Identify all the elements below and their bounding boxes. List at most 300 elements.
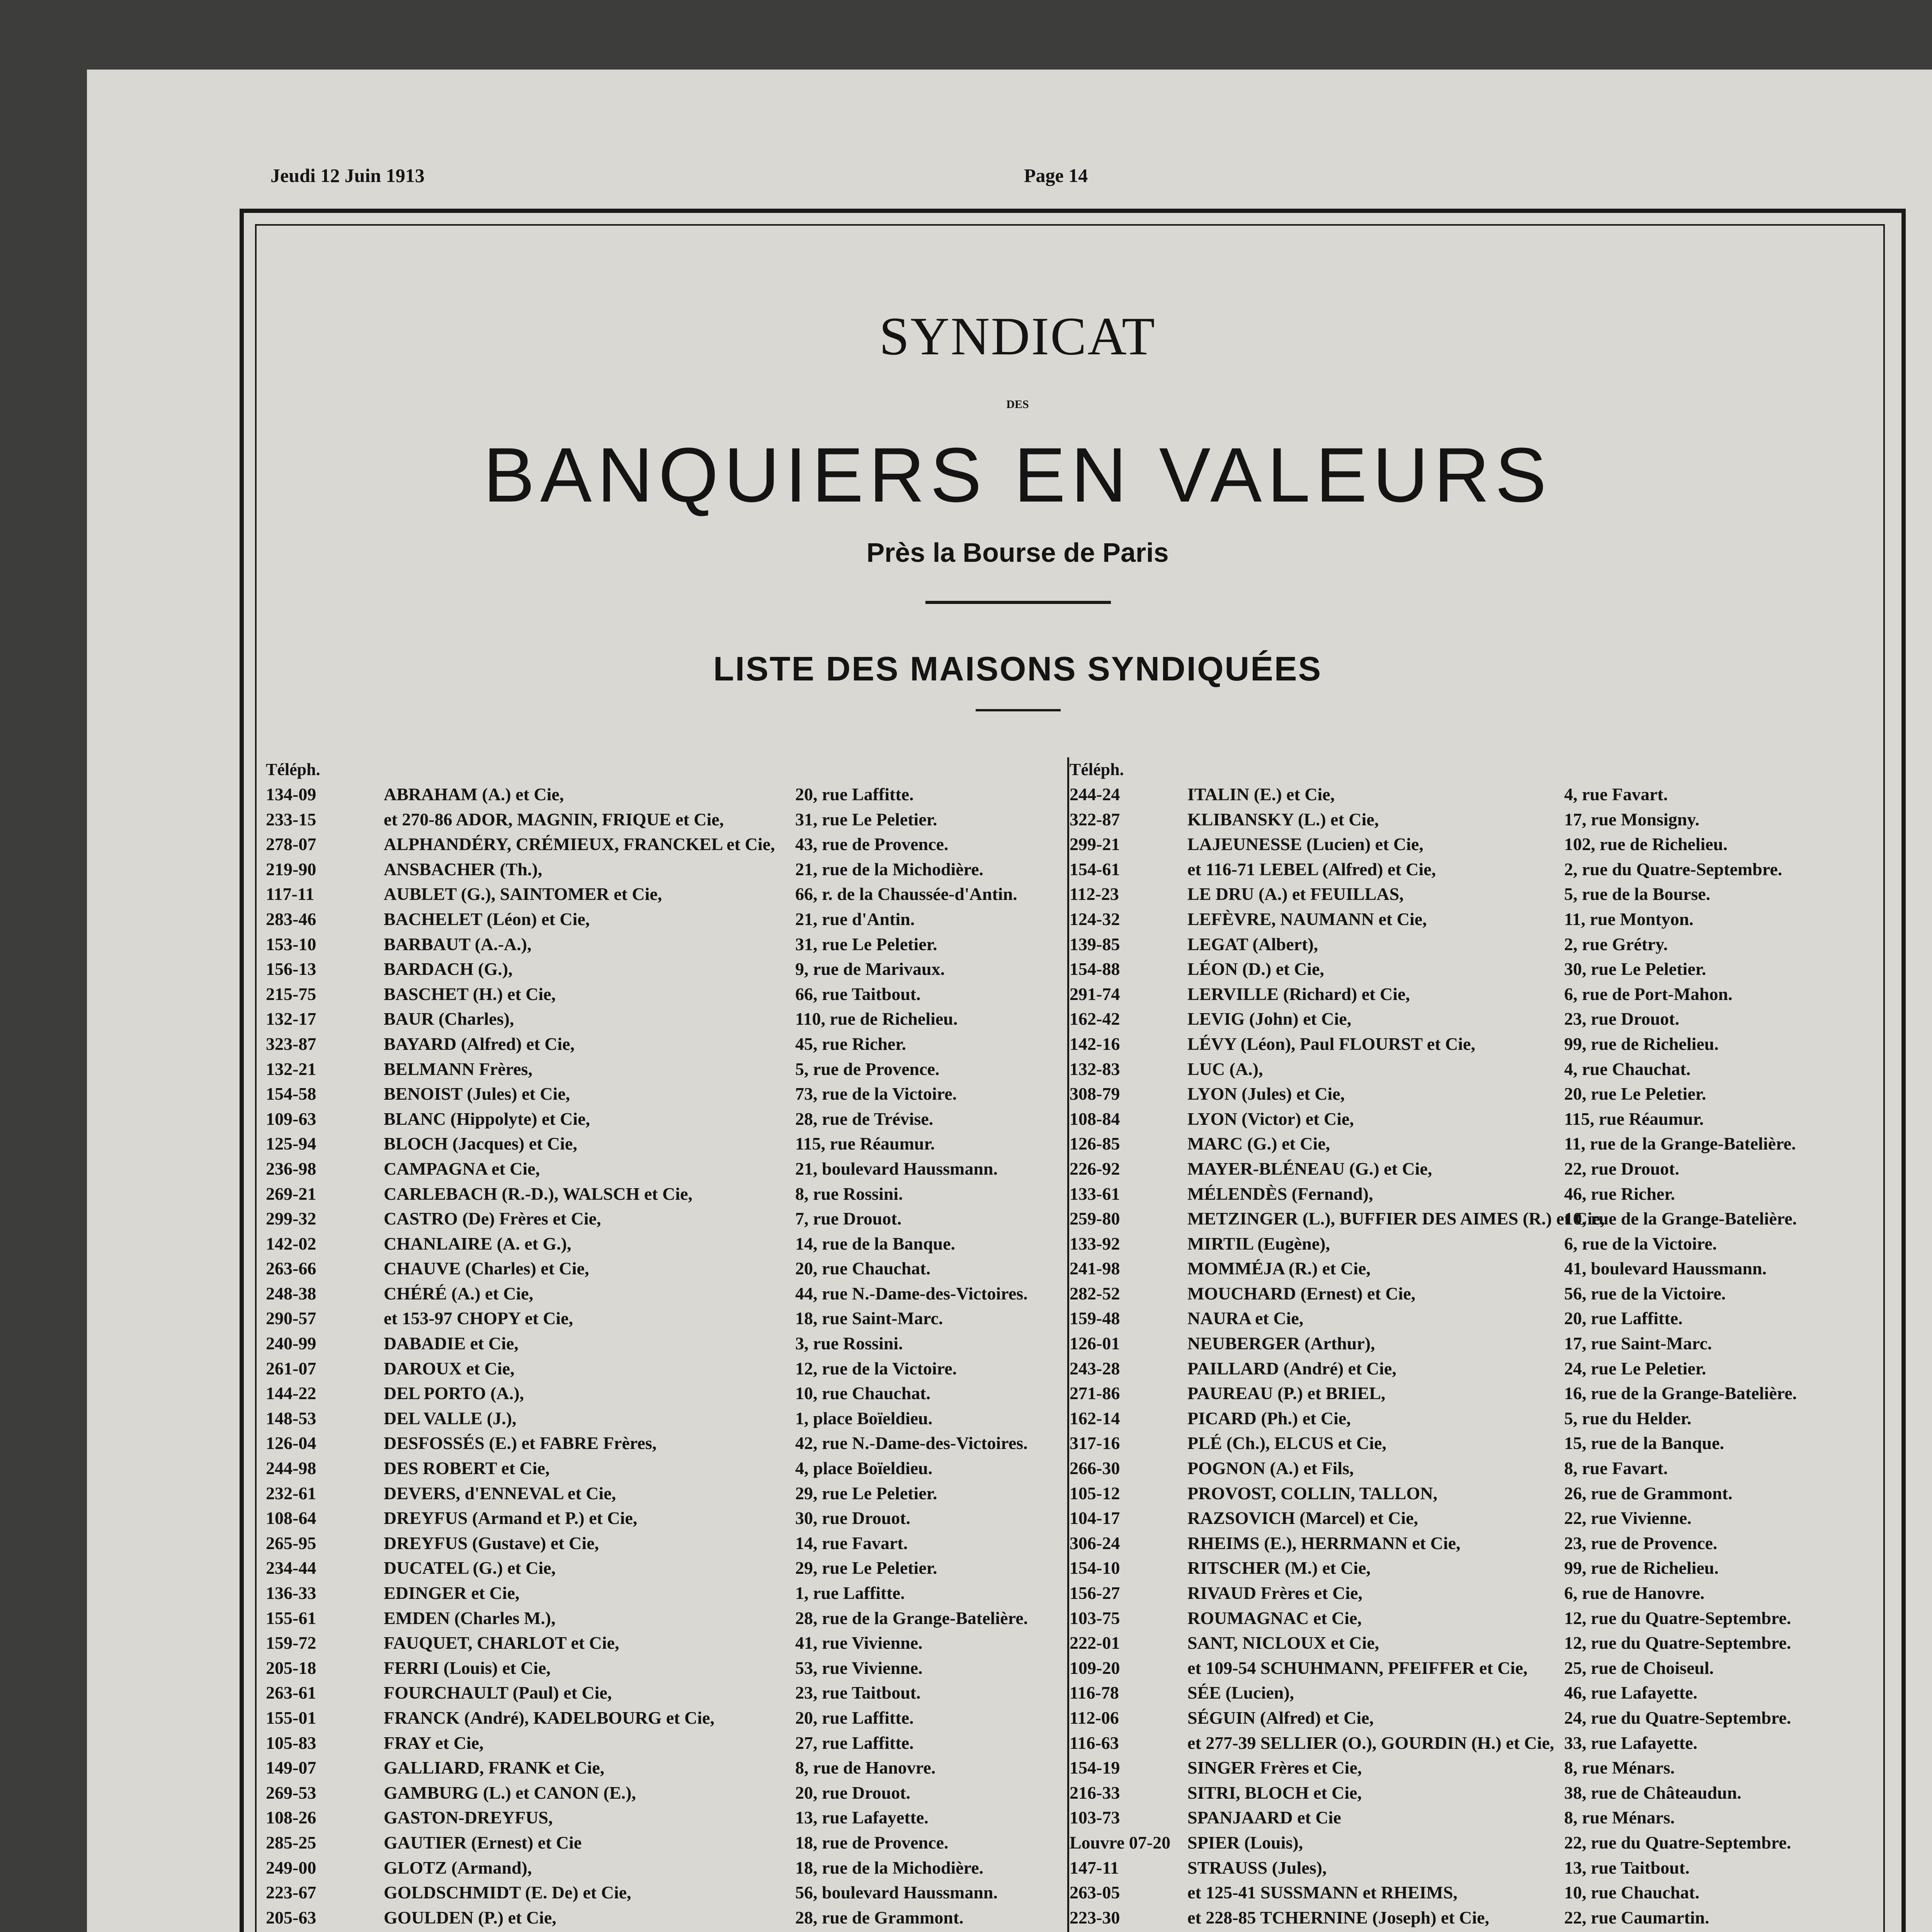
member-telephone: 226-92 — [1070, 1158, 1120, 1179]
member-telephone: 155-01 — [266, 1708, 316, 1728]
column-header-telephone: Téléph. — [1070, 760, 1124, 779]
member-row — [266, 1431, 1066, 1456]
member-address: 6, rue de Hanovre. — [1564, 1583, 1705, 1603]
member-name: BENOIST (Jules) et Cie, — [384, 1084, 570, 1104]
member-row — [1070, 832, 1850, 857]
member-name: CARLEBACH (R.-D.), WALSCH et Cie, — [384, 1184, 693, 1204]
member-name: SPANJAARD et Cie — [1187, 1808, 1341, 1828]
member-row — [1070, 1755, 1850, 1781]
member-row — [1070, 1880, 1850, 1905]
member-name: GAMBURG (L.) et CANON (E.), — [384, 1782, 636, 1803]
member-telephone: 308-79 — [1070, 1084, 1120, 1104]
member-address: 44, rue N.-Dame-des-Victoires. — [795, 1283, 1028, 1303]
member-address: 46, rue Lafayette. — [1564, 1683, 1697, 1703]
member-name — [384, 1930, 611, 1932]
member-address: 115, rue Réaumur. — [1564, 1109, 1704, 1129]
member-row — [1070, 1057, 1850, 1082]
member-row — [266, 1506, 1066, 1531]
member-row — [1070, 1381, 1850, 1406]
members-list-left — [266, 782, 1066, 1932]
member-name: LYON (Victor) et Cie, — [1187, 1109, 1354, 1129]
member-name: CHANLAIRE (A. et G.), — [384, 1233, 571, 1253]
member-row — [1070, 932, 1850, 957]
member-row — [1070, 907, 1850, 932]
member-name: ROUMAGNAC et Cie, — [1187, 1608, 1362, 1628]
member-address: 12, rue du Quatre-Septembre. — [1564, 1608, 1791, 1628]
member-address: 20, rue Le Peletier. — [1564, 1084, 1706, 1104]
member-telephone: 126-01 — [1070, 1333, 1120, 1354]
member-address: 99, rue de Richelieu. — [1564, 1558, 1719, 1578]
member-name: RIVAUD Frères et Cie, — [1187, 1583, 1363, 1603]
member-telephone: 232-61 — [266, 1483, 316, 1503]
member-name: DAROUX et Cie, — [384, 1358, 515, 1378]
member-address: 6, rue de la Victoire. — [1564, 1233, 1717, 1253]
member-name: et 153-97 CHOPY et Cie, — [384, 1308, 573, 1328]
member-telephone: 233-15 — [266, 809, 316, 829]
member-address: 2, rue du Quatre-Septembre. — [1564, 859, 1782, 879]
member-telephone: 249-00 — [266, 1857, 316, 1878]
member-address: 20, rue Laffitte. — [795, 1708, 914, 1728]
member-telephone: 156-13 — [266, 959, 316, 979]
member-name: et 270-86 ADOR, MAGNIN, FRIQUE et Cie, — [384, 809, 724, 829]
member-row — [1070, 1131, 1850, 1156]
member-row — [1070, 1256, 1850, 1281]
member-address: 28, rue de Grammont. — [795, 1907, 964, 1927]
members-column-left — [266, 757, 1066, 1932]
member-row — [266, 1082, 1066, 1107]
member-name: LÉVY (Léon), Paul FLOURST et Cie, — [1187, 1034, 1475, 1054]
member-address: 7, rue Drouot. — [795, 1209, 902, 1229]
member-name: CAMPAGNA et Cie, — [384, 1158, 540, 1179]
member-row — [1070, 1656, 1850, 1681]
member-row — [266, 1007, 1066, 1032]
member-name: PLÉ (Ch.), ELCUS et Cie, — [1187, 1433, 1386, 1453]
member-address: 6, rue de Port-Mahon. — [1564, 984, 1733, 1004]
member-telephone: 162-42 — [1070, 1009, 1120, 1029]
member-name: EDINGER et Cie, — [384, 1583, 520, 1603]
title-syndicat: SYNDICAT — [879, 306, 1156, 366]
member-address: 8, rue Ménars. — [1564, 1808, 1675, 1828]
member-telephone: 134-09 — [266, 784, 316, 804]
member-row — [1070, 1581, 1850, 1606]
header-page-number: Page 14 — [1024, 165, 1088, 186]
member-telephone: 108-26 — [266, 1808, 316, 1828]
member-name: KLIBANSKY (L.) et Cie, — [1187, 809, 1379, 829]
member-row — [266, 1680, 1066, 1706]
member-address: 5, rue de la Bourse. — [1564, 884, 1711, 904]
member-name: BAUR (Charles), — [384, 1009, 514, 1029]
member-row — [1070, 1531, 1850, 1556]
member-row — [266, 1805, 1066, 1830]
member-address: 30, rue Drouot. — [795, 1508, 911, 1528]
member-address: 41, boulevard Haussmann. — [1564, 1259, 1767, 1279]
header-date: Jeudi 12 Juin 1913 — [270, 165, 425, 186]
member-name: SÉE (Lucien), — [1187, 1683, 1294, 1703]
member-name: PROVOST, COLLIN, TALLON, — [1187, 1483, 1438, 1503]
column-separator — [1067, 757, 1069, 1932]
member-address: 14, rue de la Banque. — [795, 1233, 956, 1253]
member-address — [1564, 1930, 1700, 1932]
member-row — [266, 1755, 1066, 1781]
member-row — [266, 1356, 1066, 1381]
member-row — [266, 1656, 1066, 1681]
member-row — [266, 1905, 1066, 1930]
member-address: 45, rue Richer. — [795, 1034, 906, 1054]
member-row — [1070, 1431, 1850, 1456]
member-row — [266, 957, 1066, 982]
member-telephone: 271-86 — [1070, 1383, 1120, 1403]
member-telephone: 244-24 — [1070, 784, 1120, 804]
member-name: DREYFUS (Armand et P.) et Cie, — [384, 1508, 638, 1528]
member-address: 99, rue de Richelieu. — [1564, 1034, 1719, 1054]
member-name: DEVERS, d'ENNEVAL et Cie, — [384, 1483, 616, 1503]
member-row — [1070, 1905, 1850, 1930]
member-telephone: 240-99 — [266, 1333, 316, 1354]
member-telephone: 139-85 — [1070, 934, 1120, 954]
member-row — [266, 1331, 1066, 1356]
member-telephone: 147-11 — [1070, 1857, 1119, 1878]
member-address: 56, rue de la Victoire. — [1564, 1283, 1726, 1303]
members-column-right — [1070, 757, 1850, 1932]
member-telephone: 269-53 — [266, 1782, 316, 1803]
members-list-right — [1070, 782, 1850, 1932]
member-address: 9, rue de Marivaux. — [795, 959, 945, 979]
member-name: GOULDEN (P.) et Cie, — [384, 1907, 556, 1927]
member-telephone: 124-32 — [1070, 909, 1120, 929]
member-row — [266, 1631, 1066, 1656]
member-name: FERRI (Louis) et Cie, — [384, 1658, 551, 1678]
member-address: 20, rue Laffitte. — [1564, 1308, 1683, 1328]
member-name: BARDACH (G.), — [384, 959, 513, 979]
member-telephone: 259-80 — [1070, 1209, 1120, 1229]
member-telephone: 248-38 — [266, 1283, 316, 1303]
member-address: 20, rue Laffitte. — [795, 784, 914, 804]
member-telephone: 116-78 — [1070, 1683, 1119, 1703]
member-row — [1070, 1731, 1850, 1756]
member-name: RAZSOVICH (Marcel) et Cie, — [1187, 1508, 1418, 1528]
member-name: NAURA et Cie, — [1187, 1308, 1304, 1328]
member-row — [266, 1206, 1066, 1231]
member-row — [1070, 1556, 1850, 1581]
member-telephone: 154-88 — [1070, 959, 1120, 979]
member-row — [1070, 1231, 1850, 1257]
member-address: 13, rue Lafayette. — [795, 1808, 929, 1828]
member-telephone: 299-32 — [266, 1209, 316, 1229]
member-name: BLOCH (Jacques) et Cie, — [384, 1134, 577, 1154]
member-name: RITSCHER (M.) et Cie, — [1187, 1558, 1371, 1578]
member-telephone: 154-61 — [1070, 859, 1120, 879]
member-row — [266, 1781, 1066, 1806]
member-telephone: 136-33 — [266, 1583, 316, 1603]
member-telephone: 105-83 — [266, 1733, 316, 1753]
member-address: 33, rue Lafayette. — [1564, 1733, 1697, 1753]
member-name: DREYFUS (Gustave) et Cie, — [384, 1533, 599, 1553]
member-address: 29, rue Le Peletier. — [795, 1558, 937, 1578]
member-name: ANSBACHER (Th.), — [384, 859, 543, 879]
member-name: et 125-41 SUSSMANN et RHEIMS, — [1187, 1883, 1458, 1903]
member-address: 56, boulevard Haussmann. — [795, 1883, 998, 1903]
member-row — [1070, 1606, 1850, 1631]
member-row — [266, 1231, 1066, 1257]
member-telephone: 132-21 — [266, 1059, 316, 1079]
member-telephone: 108-64 — [266, 1508, 316, 1528]
member-telephone: 154-10 — [1070, 1558, 1120, 1578]
member-name: SÉGUIN (Alfred) et Cie, — [1187, 1708, 1374, 1728]
member-telephone: 306-24 — [1070, 1533, 1120, 1553]
member-row — [266, 932, 1066, 957]
member-name: et 228-85 TCHERNINE (Joseph) et Cie, — [1187, 1907, 1490, 1927]
member-telephone: 243-28 — [1070, 1358, 1120, 1378]
member-telephone: 223-30 — [1070, 1907, 1120, 1927]
member-address: 18, rue de Provence. — [795, 1832, 949, 1852]
member-telephone: 263-66 — [266, 1259, 316, 1279]
member-name: LYON (Jules) et Cie, — [1187, 1084, 1345, 1104]
member-row — [266, 782, 1066, 807]
member-name: LERVILLE (Richard) et Cie, — [1187, 984, 1410, 1004]
member-name: MARC (G.) et Cie, — [1187, 1134, 1330, 1154]
member-address: 23, rue Drouot. — [1564, 1009, 1680, 1029]
member-row — [266, 1606, 1066, 1631]
member-name: NEUBERGER (Arthur), — [1187, 1333, 1375, 1354]
member-telephone: 112-06 — [1070, 1708, 1119, 1728]
member-name: DUCATEL (G.) et Cie, — [384, 1558, 556, 1578]
member-telephone: 285-25 — [266, 1832, 316, 1852]
member-telephone: 116-63 — [1070, 1733, 1119, 1753]
member-address: 12, rue du Quatre-Septembre. — [1564, 1633, 1791, 1653]
member-telephone: 291-74 — [1070, 984, 1120, 1004]
member-address: 5, rue de Provence. — [795, 1059, 940, 1079]
member-address: 30, rue Le Peletier. — [1564, 959, 1706, 979]
member-address — [795, 1930, 921, 1932]
member-address: 46, rue Richer. — [1564, 1184, 1675, 1204]
member-row — [1070, 857, 1850, 882]
member-address: 4, rue Favart. — [1564, 784, 1668, 804]
member-telephone: 149-07 — [266, 1758, 316, 1778]
member-row — [266, 1256, 1066, 1281]
member-row — [266, 1381, 1066, 1406]
member-telephone: 126-04 — [266, 1433, 316, 1453]
member-name: MAYER-BLÉNEAU (G.) et Cie, — [1187, 1158, 1432, 1179]
member-telephone: 108-84 — [1070, 1109, 1120, 1129]
member-row — [266, 882, 1066, 907]
member-row — [266, 832, 1066, 857]
member-name: BAYARD (Alfred) et Cie, — [384, 1034, 575, 1054]
member-name: LUC (A.), — [1187, 1059, 1263, 1079]
title-liste: LISTE DES MAISONS SYNDIQUÉES — [713, 650, 1322, 688]
member-telephone: 241-98 — [1070, 1259, 1120, 1279]
member-telephone: 103-75 — [1070, 1608, 1120, 1628]
member-name: LEFÈVRE, NAUMANN et Cie, — [1187, 909, 1427, 929]
member-telephone: 133-61 — [1070, 1184, 1120, 1204]
member-telephone: 125-94 — [266, 1134, 316, 1154]
member-telephone: 266-30 — [1070, 1458, 1120, 1478]
member-name: PAUREAU (P.) et BRIEL, — [1187, 1383, 1386, 1403]
member-name: MÉLENDÈS (Fernand), — [1187, 1184, 1373, 1204]
member-name: GOLDSCHMIDT (E. De) et Cie, — [384, 1883, 631, 1903]
member-name: RHEIMS (E.), HERRMANN et Cie, — [1187, 1533, 1461, 1553]
member-address: 18, rue Saint-Marc. — [795, 1308, 943, 1328]
member-telephone: 205-18 — [266, 1658, 316, 1678]
member-row — [266, 1581, 1066, 1606]
member-telephone: 223-67 — [266, 1883, 316, 1903]
member-address: 43, rue de Provence. — [795, 834, 949, 854]
member-row — [266, 1731, 1066, 1756]
member-name: EMDEN (Charles M.), — [384, 1608, 556, 1628]
member-name: LAJEUNESSE (Lucien) et Cie, — [1187, 834, 1423, 854]
member-name: GAUTIER (Ernest) et Cie — [384, 1832, 582, 1852]
member-row — [266, 1830, 1066, 1855]
member-address: 31, rue Le Peletier. — [795, 934, 937, 954]
member-address: 23, rue de Provence. — [1564, 1533, 1718, 1553]
member-name: BELMANN Frères, — [384, 1059, 532, 1079]
member-name: DESFOSSÉS (E.) et FABRE Frères, — [384, 1433, 657, 1453]
member-telephone: 144-22 — [266, 1383, 316, 1403]
member-row — [1070, 1107, 1850, 1132]
member-name: LEGAT (Albert), — [1187, 934, 1318, 954]
member-name: LEVIG (John) et Cie, — [1187, 1009, 1352, 1029]
member-row — [266, 1556, 1066, 1581]
member-name: DES ROBERT et Cie, — [384, 1458, 550, 1478]
member-address: 27, rue Laffitte. — [795, 1733, 914, 1753]
member-telephone: 290-57 — [266, 1308, 316, 1328]
member-address: 17, rue Monsigny. — [1564, 809, 1700, 829]
member-row — [1070, 882, 1850, 907]
member-row — [1070, 1156, 1850, 1182]
member-telephone: 133-92 — [1070, 1233, 1120, 1253]
member-telephone: 156-27 — [1070, 1583, 1120, 1603]
member-name: GLOTZ (Armand), — [384, 1857, 532, 1878]
member-address: 21, boulevard Haussmann. — [795, 1158, 998, 1179]
member-telephone — [1070, 1930, 1120, 1932]
title-rule — [925, 601, 1111, 604]
member-row — [266, 1481, 1066, 1506]
member-name: DEL VALLE (J.), — [384, 1408, 517, 1428]
member-name: ITALIN (E.) et Cie, — [1187, 784, 1335, 804]
member-telephone: 132-83 — [1070, 1059, 1120, 1079]
member-row — [266, 1156, 1066, 1182]
member-telephone: 261-07 — [266, 1358, 316, 1378]
member-name: LE DRU (A.) et FEUILLAS, — [1187, 884, 1404, 904]
member-address: 15, rue de la Banque. — [1564, 1433, 1725, 1453]
member-telephone: 263-05 — [1070, 1883, 1120, 1903]
member-address: 20, rue Chauchat. — [795, 1259, 931, 1279]
member-name: et 277-39 SELLIER (O.), GOURDIN (H.) et Cie, — [1187, 1733, 1554, 1753]
member-telephone: 283-46 — [266, 909, 316, 929]
member-address: 4, place Boïeldieu. — [795, 1458, 933, 1478]
column-header-telephone: Téléph. — [266, 760, 320, 779]
member-row — [1070, 1182, 1850, 1207]
member-row — [266, 1456, 1066, 1481]
member-row — [266, 1406, 1066, 1431]
member-name — [1187, 1930, 1453, 1932]
member-address: 31, rue Le Peletier. — [795, 809, 937, 829]
member-name: CHÉRÉ (A.) et Cie, — [384, 1283, 534, 1303]
member-row — [1070, 1032, 1850, 1057]
member-telephone: 109-20 — [1070, 1658, 1120, 1678]
member-telephone: 159-48 — [1070, 1308, 1120, 1328]
liste-rule — [976, 709, 1061, 711]
member-name: BASCHET (H.) et Cie, — [384, 984, 556, 1004]
member-name: et 116-71 LEBEL (Alfred) et Cie, — [1187, 859, 1436, 879]
member-telephone: 142-16 — [1070, 1034, 1120, 1054]
member-row — [266, 1057, 1066, 1082]
title-banquiers: BANQUIERS EN VALEURS — [483, 432, 1552, 518]
member-address: 66, rue Taitbout. — [795, 984, 921, 1004]
member-telephone: 109-63 — [266, 1109, 316, 1129]
member-name: POGNON (A.) et Fils, — [1187, 1458, 1354, 1478]
member-telephone: 317-16 — [1070, 1433, 1120, 1453]
member-name: LÉON (D.) et Cie, — [1187, 959, 1324, 979]
member-row — [266, 1182, 1066, 1207]
member-row — [1070, 1805, 1850, 1830]
member-name: PAILLARD (André) et Cie, — [1187, 1358, 1396, 1378]
member-telephone: 234-44 — [266, 1558, 316, 1578]
member-telephone — [266, 1930, 316, 1932]
member-address: 18, rue de la Michodière. — [795, 1857, 984, 1878]
member-telephone: 142-02 — [266, 1233, 316, 1253]
member-row — [1070, 1506, 1850, 1531]
member-name: SITRI, BLOCH et Cie, — [1187, 1782, 1362, 1803]
member-row — [1070, 1631, 1850, 1656]
member-name: FRAY et Cie, — [384, 1733, 484, 1753]
member-address: 115, rue Réaumur. — [795, 1134, 935, 1154]
member-address: 16, rue de la Grange-Batelière. — [1564, 1383, 1797, 1403]
member-telephone: 323-87 — [266, 1034, 316, 1054]
member-name: CHAUVE (Charles) et Cie, — [384, 1259, 589, 1279]
member-row — [1070, 807, 1850, 832]
member-address: 24, rue du Quatre-Septembre. — [1564, 1708, 1791, 1728]
member-address: 8, rue Ménars. — [1564, 1758, 1675, 1778]
member-row — [266, 857, 1066, 882]
member-row — [266, 807, 1066, 832]
member-row — [1070, 1281, 1850, 1306]
member-row — [1070, 1930, 1850, 1932]
member-row — [266, 1880, 1066, 1905]
member-telephone: 104-17 — [1070, 1508, 1120, 1528]
member-telephone: 153-10 — [266, 934, 316, 954]
member-address: 21, rue d'Antin. — [795, 909, 915, 929]
member-name: DABADIE et Cie, — [384, 1333, 519, 1354]
member-name: BARBAUT (A.-A.), — [384, 934, 532, 954]
member-address: 21, rue de la Michodière. — [795, 859, 984, 879]
member-address: 12, rue de la Victoire. — [795, 1358, 957, 1378]
member-telephone: 263-61 — [266, 1683, 316, 1703]
member-address: 10, rue Chauchat. — [795, 1383, 931, 1403]
member-address: 1, rue Laffitte. — [795, 1583, 905, 1603]
member-telephone: 154-19 — [1070, 1758, 1120, 1778]
member-telephone: 205-63 — [266, 1907, 316, 1927]
member-name: BACHELET (Léon) et Cie, — [384, 909, 590, 929]
member-row — [1070, 1007, 1850, 1032]
member-telephone: 117-11 — [266, 884, 315, 904]
member-address: 11, rue Montyon. — [1564, 909, 1694, 929]
member-address: 17, rue Saint-Marc. — [1564, 1333, 1712, 1354]
member-address: 2, rue Grétry. — [1564, 934, 1668, 954]
title-des: DES — [1006, 398, 1029, 411]
member-row — [266, 1281, 1066, 1306]
member-telephone: 155-61 — [266, 1608, 316, 1628]
member-row — [1070, 957, 1850, 982]
member-telephone: 278-07 — [266, 834, 316, 854]
member-telephone: 103-73 — [1070, 1808, 1120, 1828]
member-row — [1070, 1680, 1850, 1706]
member-address: 8, rue de Hanovre. — [795, 1758, 936, 1778]
member-telephone: 236-98 — [266, 1158, 316, 1179]
member-telephone: 159-72 — [266, 1633, 316, 1653]
member-telephone: 215-75 — [266, 984, 316, 1004]
member-row — [1070, 1706, 1850, 1731]
member-telephone: 132-17 — [266, 1009, 316, 1029]
